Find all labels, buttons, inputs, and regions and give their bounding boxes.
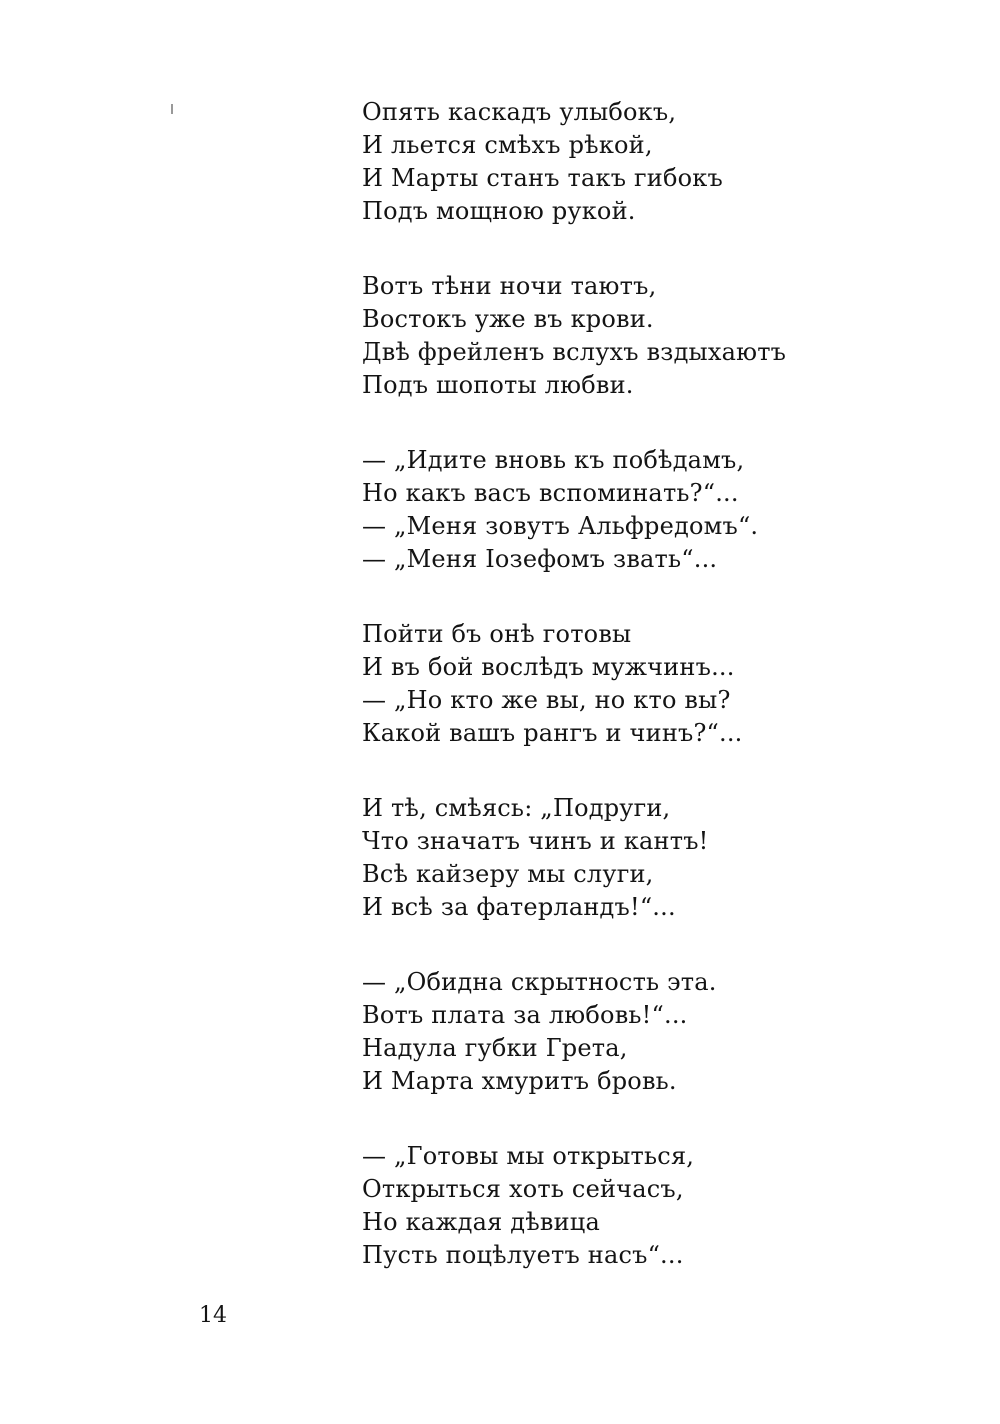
stanza-4 [362, 618, 922, 750]
poem-line: Опять каскадъ улыбокъ, [362, 98, 677, 126]
poem-line: Вотъ тѣни ночи таютъ, [362, 272, 657, 300]
poem-line: И Марты станъ такъ гибокъ [362, 164, 723, 192]
poem-line: — „Меня зовутъ Альфредомъ“. [362, 512, 759, 540]
poem-line: — „Идите вновь къ побѣдамъ, [362, 446, 745, 474]
stanza-6 [362, 966, 922, 1098]
poem-line: Какой вашъ рангъ и чинъ?“... [362, 719, 743, 747]
poem-line: — „Меня Іозефомъ звать“... [362, 545, 718, 573]
ink-speck [171, 104, 173, 114]
poem-line: — „Но кто же вы, но кто вы? [362, 686, 731, 714]
poem-line: — „Готовы мы открыться, [362, 1142, 695, 1170]
poem-line: Открыться хоть сейчасъ, [362, 1175, 684, 1203]
poem-line: Всѣ кайзеру мы слуги, [362, 860, 654, 888]
stanza-1 [362, 96, 922, 228]
poem-line: Но какъ васъ вспоминать?“... [362, 479, 739, 507]
poem-line: Пусть поцѣлуетъ насъ“... [362, 1241, 684, 1269]
stanza-3 [362, 444, 922, 576]
poem-line: Подъ шопоты любви. [362, 371, 634, 399]
poem-line: — „Обидна скрытность эта. [362, 968, 717, 996]
poem-line: Что значатъ чинъ и кантъ! [362, 827, 709, 855]
poem-line: И въ бой вослѣдъ мужчинъ... [362, 653, 735, 681]
poem-line: Надула губки Грета, [362, 1034, 628, 1062]
page-number: 14 [199, 1303, 227, 1328]
poem-line: И Марта хмуритъ бровь. [362, 1067, 677, 1095]
stanza-2 [362, 270, 922, 402]
poem-line: И тѣ, смѣясь: „Подруги, [362, 794, 671, 822]
stanza-7 [362, 1140, 922, 1272]
poem-line: Пойти бъ онѣ готовы [362, 620, 632, 648]
poem-line: И всѣ за фатерландъ!“... [362, 893, 676, 921]
poem-line: Вотъ плата за любовь!“... [362, 1001, 688, 1029]
poem-line: Подъ мощною рукой. [362, 197, 636, 225]
poem-line: И льется смѣхъ рѣкой, [362, 131, 653, 159]
poem [362, 96, 922, 1314]
poem-line: Двѣ фрейленъ вслухъ вздыхаютъ [362, 338, 787, 366]
stanza-5 [362, 792, 922, 924]
poem-line: Но каждая дѣвица [362, 1208, 600, 1236]
poem-line: Востокъ уже въ крови. [362, 305, 654, 333]
